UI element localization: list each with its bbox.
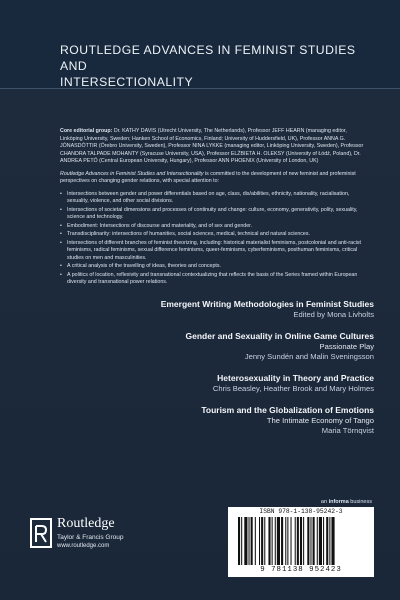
- bullet-item: • Intersections of different branches of feminist theorizing, including: historical materialist feminisms, postcolonial and anti-racist feminisms, radical feminisms, sexual difference feminisms, queer-feminisms, cyberfeminisms, posthuman feminisms, critical studies on men and masculinities.: [60, 240, 370, 263]
- book-entry: [92, 331, 374, 362]
- publisher-url: www.routledge.com: [57, 543, 110, 549]
- isbn-barcode-box: [228, 507, 374, 577]
- editorial-group-paragraph: [60, 128, 370, 166]
- bullet-item: • Embodiment: Intersections of discourse and materiality, and of sex and gender.: [60, 223, 370, 231]
- book-authors: Edited by Mona Livholts: [293, 310, 374, 319]
- editorial-group-text: Dr. KATHY DAVIS (Utrecht University, The Netherlands), Professor JEFF HEARN (managing editor, Linköping University, Sweden; Hanken School of Economics, Finland; University of Huddersfield, UK), Professor ANNA G. JÓNASDÓTTIR (Örebro University, Sweden), Professor NINA LYKKE (managing editor, Linköping University, Sweden), Professor CHANDRA TALPADE MOHANTY (Syracuse University, USA), Professor ELŻBIETA H. OLEKSY (University of Łódź, Poland), Dr. ANDREA PETŐ (Central European University, Hungary), Professor ANN PHOENIX (University of London, UK): [60, 128, 364, 164]
- editorial-group-label: Core editorial group:: [60, 128, 113, 134]
- bullet-item: • Transdisciplinarity: intersections of humanities, social sciences, medical, technical and natural sciences.: [60, 231, 370, 239]
- isbn-label: ISBN 978-1-138-95242-3: [259, 508, 343, 515]
- series-header-band: [0, 0, 400, 89]
- informa-business-line: [252, 499, 372, 505]
- series-name-italic: Routledge Advances in Feminist Studies and Intersectionality: [60, 170, 204, 177]
- book-entry: [92, 299, 374, 320]
- barcode-icon: [238, 517, 372, 565]
- book-authors: Chris Beasley, Heather Brook and Mary Holmes: [212, 384, 374, 393]
- book-title: Tourism and the Globalization of Emotions: [201, 405, 374, 415]
- routledge-logo-icon: [30, 518, 52, 548]
- publisher-group: Taylor & Francis Group: [57, 534, 124, 541]
- series-title-line-2: INTERSECTIONALITY: [60, 75, 194, 89]
- informa-prefix: an: [320, 499, 329, 505]
- book-subtitle: Passionate Play: [319, 342, 374, 351]
- barcode-digits: 9 781138 952423: [260, 566, 342, 574]
- bullet-item: • Intersections between gender and power differentials based on age, class, dis/abilities, ethnicity, nationality, racialisation, sexuality, violence, and other social divisions.: [60, 191, 370, 206]
- series-title-line-1: ROUTLEDGE ADVANCES IN FEMINIST STUDIES AND: [60, 43, 356, 73]
- series-description: [60, 128, 370, 288]
- book-title: Gender and Sexuality in Online Game Cultures: [185, 331, 374, 341]
- series-commitment-paragraph: [60, 171, 370, 186]
- series-title: [60, 42, 380, 90]
- book-entry: [92, 373, 374, 394]
- book-entry: [92, 405, 374, 436]
- book-authors: Maria Törnqvist: [321, 426, 374, 435]
- commitment-text: is committed to the development of new feminist and profeminist perspectives on changing gender relations, with special attention to:: [60, 170, 356, 184]
- informa-suffix: business: [348, 499, 372, 505]
- publisher-name: Routledge: [57, 516, 115, 531]
- bullet-item: • A politics of location, reflexivity and transnational contextualizing that reflects the basis of the Series framed within European diversity and transnational power relations.: [60, 272, 370, 287]
- book-authors: Jenny Sundén and Malin Sveningsson: [244, 352, 374, 361]
- book-title: Emergent Writing Methodologies in Feminist Studies: [160, 299, 374, 309]
- bullet-item: • Intersections of societal dimensions and processes of continuity and change: culture, economy, generativity, polity, sexuality, science and technology.: [60, 207, 370, 222]
- book-title: Heterosexuality in Theory and Practice: [217, 373, 374, 383]
- informa-brand: informa: [328, 499, 349, 505]
- focus-bullet-list: [60, 191, 370, 287]
- bullet-item: • A critical analysis of the travelling of ideas, theories and concepts.: [60, 263, 370, 271]
- book-list: [92, 299, 374, 447]
- book-subtitle: The Intimate Economy of Tango: [266, 416, 374, 425]
- publisher-block: [30, 516, 180, 556]
